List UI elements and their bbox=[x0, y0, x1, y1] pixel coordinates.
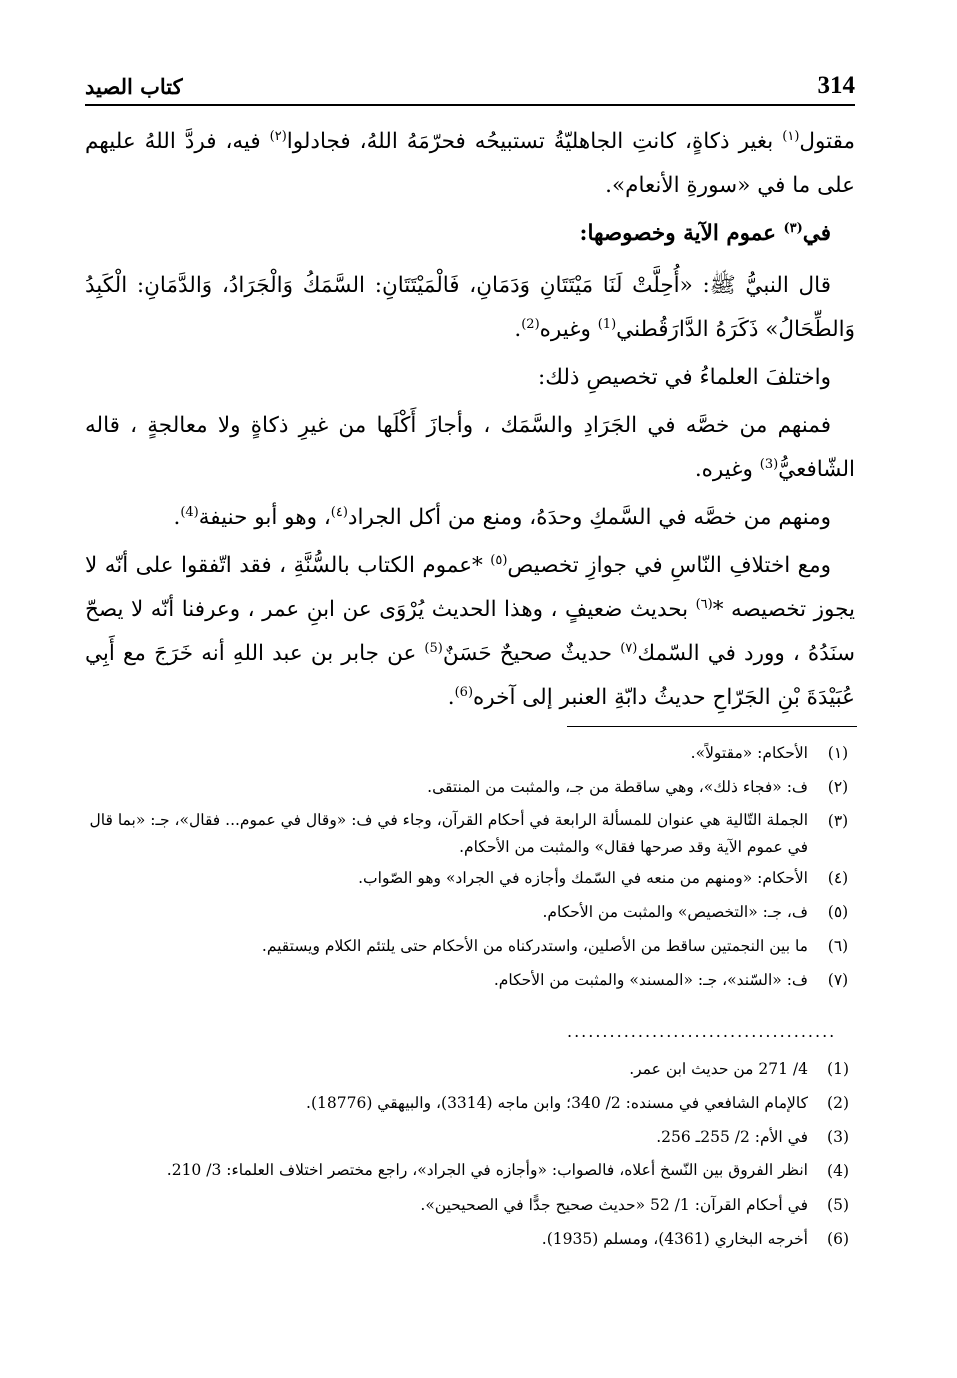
variant-footnotes bbox=[85, 736, 860, 997]
footnote-ref: (3) bbox=[759, 456, 779, 472]
text-run: عن جابر بن عبد اللهِ أنه خَرَجَ مع أَبِي عُبَيْدَةَ بْنِ الجَرّاحِ حديثُ دابّةِ العنبر إلى آخره bbox=[85, 641, 855, 710]
footnote-ref: (٢) bbox=[269, 128, 287, 144]
text-run: وغيره bbox=[539, 317, 598, 342]
main-text bbox=[85, 120, 855, 724]
footnote-text: في أحكام القرآن: 1/ 52 «حديث صحيح جدًّا في الصحيحين». bbox=[420, 1196, 808, 1214]
paragraph-2 bbox=[85, 264, 855, 352]
footnote-ref: (2) bbox=[521, 316, 540, 332]
text-run: ومنهم من خصَّه في السَّمكِ وحدَهُ، ومنع من أكل الجراد bbox=[347, 505, 831, 530]
footnote-ref: (6) bbox=[454, 684, 474, 700]
text-run: مقتول bbox=[799, 129, 855, 154]
source-footnotes bbox=[85, 1052, 860, 1256]
paragraph-5 bbox=[85, 496, 855, 540]
footnote-ref: (٣) bbox=[783, 220, 803, 236]
text-run: *عموم الكتاب بالسُّنَّةِ ، فقد اتّفقوا على أنّه لا يجوز تخصيصه * bbox=[85, 553, 856, 622]
footnote bbox=[85, 1222, 860, 1256]
footnote bbox=[85, 770, 860, 804]
paragraph-1 bbox=[85, 120, 855, 208]
page-number: 314 bbox=[817, 72, 855, 99]
footnote-ref: (٦) bbox=[695, 596, 713, 612]
footnote bbox=[85, 1154, 860, 1188]
footnote-number: (٢) bbox=[827, 778, 849, 796]
footnote bbox=[85, 895, 860, 929]
footnote-text: 4/ 271 من حديث ابن عمر. bbox=[629, 1060, 808, 1078]
footnote-text: الجملة التّالية هي عنوان للمسألة الرابعة في أحكام القرآن، وجاء في ف: «وقال في عموم... فقال»، جـ: «بما قال في عموم الآية وقد صرحها فقال» والمثبت من الأحكام. bbox=[89, 811, 808, 856]
footnote-number: (4) bbox=[827, 1162, 849, 1180]
footnote-ref: (٥) bbox=[490, 552, 508, 568]
footnote-number: (2) bbox=[827, 1094, 849, 1112]
footnote-ref: (4) bbox=[180, 504, 199, 520]
footnote-number: (5) bbox=[827, 1196, 849, 1214]
text-run: وغيره. bbox=[694, 457, 760, 482]
paragraph-6 bbox=[85, 544, 855, 720]
text-run: عموم الآية وخصوصها: bbox=[579, 221, 784, 246]
text-run: في bbox=[802, 221, 831, 246]
text-run: قال النبيُّ ﷺ: «أُحِلَّتْ لَنَا مَيْتَتَانِ وَدَمَانِ، فَالْمَيْتَتَانِ: السَّمَكُ وَالْجَرَادُ، وَالدَّمَانِ: الْكَبِدُ وَالطِّحَالُ» ذَكَرَهُ الدَّارَقُطني bbox=[85, 273, 855, 342]
section-heading bbox=[85, 212, 855, 256]
footnote-number: (٧) bbox=[827, 971, 849, 989]
footnote bbox=[85, 736, 860, 770]
footnote bbox=[85, 963, 860, 997]
footnote-text: أخرجه البخاري (4361)، ومسلم (1935). bbox=[541, 1230, 808, 1248]
footnote-text: ف: «السّند»، جـ: «المسند» والمثبت من الأحكام. bbox=[493, 971, 808, 989]
text-run: . bbox=[173, 505, 181, 530]
text-run: . bbox=[514, 317, 522, 342]
text-run: بحديث ضعيفٍ ، وهذا الحديث يُرْوَى عن ابنِ عمر ، وعرفنا أنّه لا يصحّ سنَدُهُ ، وورد في السّمك bbox=[85, 597, 855, 666]
footnote-ref: (١) bbox=[782, 128, 800, 144]
footnote bbox=[85, 861, 860, 895]
text-run: حديثٌ صحيحٌ حَسَنٌ bbox=[442, 641, 621, 666]
paragraph-4 bbox=[85, 404, 855, 492]
footnote-ref: (٧) bbox=[620, 640, 638, 656]
text-run: بغير ذكاةٍ، كانتِ الجاهليّةُ تستبيحُه فحرّمَهُ اللهُ، فجادلوا bbox=[286, 129, 783, 154]
text-run: ، وهو أبو حنيفة bbox=[198, 505, 331, 530]
page-header bbox=[85, 70, 855, 106]
footnote-text: كالإمام الشافعي في مسنده: 2/ 340؛ وابن ماجه (3314)، والبيهقي (18776). bbox=[306, 1094, 808, 1112]
footnote-number: (6) bbox=[827, 1230, 849, 1248]
footnote-number: (1) bbox=[827, 1060, 849, 1078]
text-run: . bbox=[447, 685, 455, 710]
text-run: فمنهم من خصَّه في الجَرَادِ والسَّمَك ، وأجازَ أَكْلَها من غيرِ ذكاةٍ ولا معالجةٍ ، قاله الشّافعيُّ bbox=[85, 413, 855, 482]
footnote bbox=[85, 1086, 860, 1120]
footnote bbox=[85, 804, 860, 861]
footnote bbox=[85, 1120, 860, 1154]
footnote bbox=[85, 1188, 860, 1222]
footnote-number: (١) bbox=[827, 744, 849, 762]
footnote-ref: (٤) bbox=[330, 504, 348, 520]
running-title: كتاب الصيد bbox=[85, 74, 183, 99]
footnote-number: (٥) bbox=[827, 903, 849, 921]
footnote-number: (3) bbox=[827, 1128, 849, 1146]
footnote-text: في الأم: 2/ 255ـ 256. bbox=[656, 1128, 808, 1146]
footnote-text: ف، جـ: «التخصيص» والمثبت من الأحكام. bbox=[542, 903, 808, 921]
footnote bbox=[85, 929, 860, 963]
footnote-separator bbox=[567, 726, 857, 727]
footnote-number: (٣) bbox=[827, 812, 849, 830]
footnote-number: (٤) bbox=[827, 869, 849, 887]
footnote-text: الأحكام: «مقتولاً». bbox=[690, 744, 808, 762]
footnote-text: انظر الفروق بين النّسخ أعلاه، فالصواب: «وأجازه في الجراد»، راجع مختصر اختلاف العلماء: 3/ 210. bbox=[166, 1161, 808, 1179]
footnote-number: (٦) bbox=[827, 937, 849, 955]
footnote-text: ف: «فجاء ذلك»، وهي ساقطة من جـ، والمثبت من المنتقى. bbox=[427, 778, 808, 796]
footnote-text: ما بين النجمتين ساقط من الأصلين، واستدركناه من الأحكام حتى يلتئم الكلام ويستقيم. bbox=[261, 937, 808, 955]
footnote-ref: (1) bbox=[597, 316, 617, 332]
footnote bbox=[85, 1052, 860, 1086]
paragraph-3: واختلفَ العلماءُ في تخصيصِ ذلك: bbox=[538, 365, 831, 390]
dotted-separator: ...................................... bbox=[567, 1022, 837, 1041]
text-run: فيه، فردَّ اللهُ عليهم على ما في «سورةِ الأنعام». bbox=[85, 129, 855, 198]
footnote-text: الأحكام: «ومنهم من منعه في السّمك وأجازه في الجراد» وهو الصّواب. bbox=[358, 869, 808, 887]
text-run: ومع اختلافِ النّاسِ في جوازِ تخصيص bbox=[507, 553, 832, 578]
footnote-ref: (5) bbox=[424, 640, 443, 656]
